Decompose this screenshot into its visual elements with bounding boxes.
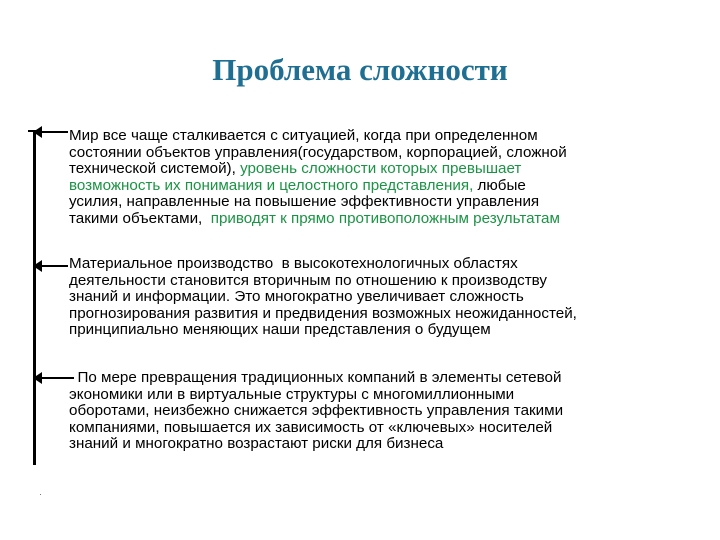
text-segment: такими объектами,	[69, 209, 211, 227]
text-line	[69, 387, 689, 404]
text-line	[69, 306, 689, 323]
text-segment: Мир все чаще сталкивается с ситуацией, когда при определенном	[69, 127, 538, 144]
text-line	[69, 211, 689, 228]
text-line	[69, 403, 689, 420]
text-line	[69, 420, 689, 437]
text-line	[69, 194, 689, 211]
text-segment: любые	[473, 176, 526, 194]
bracket-vertical-line	[33, 131, 36, 465]
text-segment: Материальное производство в высокотехнологичных областях	[69, 255, 518, 272]
text-segment: По мере превращения традиционных компаний в элементы сетевой	[69, 369, 562, 386]
text-segment: усилия, направленные на повышение эффективности управления	[69, 193, 540, 211]
text-segment: деятельности становится вторичным по отношению к производству	[69, 271, 548, 289]
slide-title: Проблема сложности	[212, 52, 508, 87]
text-segment: знаний и информации. Это многократно увеличивает сложность	[69, 288, 524, 306]
text-segment: прогнозирования развития и предвидения возможных неожиданностей,	[69, 304, 577, 322]
text-line	[69, 256, 689, 273]
text-line	[69, 273, 689, 290]
text-line	[69, 145, 689, 162]
text-line	[69, 370, 689, 387]
text-segment: принципиально меняющих наши представления о будущем	[69, 321, 491, 339]
text-segment: экономики или в виртуальные структуры с многомиллионными	[69, 385, 515, 403]
text-segment: компаниями, повышается их зависимость от «ключевых» носителей	[69, 418, 553, 436]
paragraph-network-economy	[69, 370, 689, 453]
left-arrow-icon	[34, 377, 74, 379]
text-segment: знаний и многократно возрастают риски для бизнеса	[69, 435, 444, 453]
text-segment: технической системой),	[69, 160, 241, 178]
text-line	[69, 322, 689, 339]
text-line	[69, 161, 689, 178]
left-arrow-icon	[34, 265, 68, 267]
text-segment: оборотами, неизбежно снижается эффективность управления такими	[69, 402, 564, 420]
paragraph-complexity-problem	[69, 128, 689, 228]
highlighted-text: уровень сложности которых превышает	[240, 160, 522, 178]
paragraph-material-production	[69, 256, 689, 339]
highlighted-text: приводят к прямо противоположным результатам	[210, 209, 560, 227]
text-segment: состоянии объектов управления(государством, корпорацией, сложной	[69, 143, 567, 161]
stray-dot	[40, 494, 41, 495]
left-arrow-icon	[34, 131, 68, 133]
text-line	[69, 289, 689, 306]
text-line	[69, 128, 689, 145]
highlighted-text: возможность их понимания и целостного представления,	[69, 176, 474, 194]
text-line	[69, 178, 689, 195]
text-line	[69, 436, 689, 453]
